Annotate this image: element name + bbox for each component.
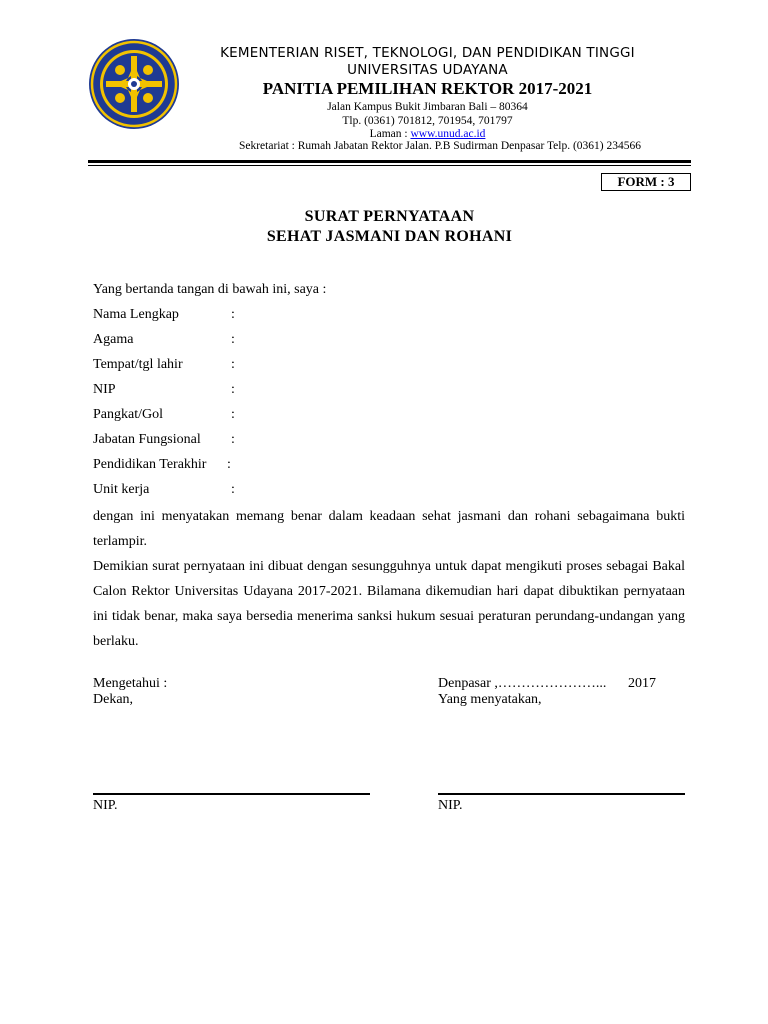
field-colon: : (231, 332, 235, 347)
signature-year: 2017 (628, 676, 656, 691)
document-title: SURAT PERNYATAAN (304, 208, 475, 225)
field-label-work-unit: Unit kerja (93, 482, 150, 497)
declarant-signature-line (438, 793, 685, 795)
field-colon: : (231, 357, 235, 372)
address: Jalan Kampus Bukit Jimbaran Bali – 80364 (327, 101, 528, 113)
acknowledged-label: Mengetahui : (93, 676, 168, 691)
field-label-religion: Agama (93, 332, 134, 347)
field-colon: : (231, 382, 235, 397)
header-divider-thick (88, 160, 691, 163)
field-label-birth: Tempat/tgl lahir (93, 357, 183, 372)
statement-paragraph: dengan ini menyatakan memang benar dalam keadaan sehat jasmani dan rohani sebagaimana bukti terlampir. (93, 509, 685, 549)
field-label-functional-position: Jabatan Fungsional (93, 432, 201, 447)
document-subtitle: SEHAT JASMANI DAN ROHANI (266, 228, 513, 245)
ministry-name: KEMENTERIAN RISET, TEKNOLOGI, DAN PENDIDIKAN TINGGI (220, 45, 635, 61)
field-colon: : (231, 307, 235, 322)
closing-paragraph: Demikian surat pernyataan ini dibuat dengan sesungguhnya untuk dapat mengikuti proses sebagai Bakal Calon Rektor Universitas Udayana 2017-2021. Bilamana dikemudian hari dapat dibuktikan pernyataan ini tidak benar, maka saya bersedia menerima sanksi hukum sesuai peraturan perundang-undangan yang berlaku. (93, 559, 685, 649)
declarant-nip-label: NIP. (438, 798, 463, 813)
dean-nip-label: NIP. (93, 798, 118, 813)
university-name: UNIVERSITAS UDAYANA (347, 62, 508, 78)
website-line (190, 128, 665, 140)
field-colon: : (231, 482, 235, 497)
secretariat-info: Sekretariat : Rumah Jabatan Rektor Jalan. P.B Sudirman Denpasar Telp. (0361) 234566 (238, 140, 642, 152)
header-divider-thin (88, 165, 691, 166)
university-logo (88, 38, 180, 130)
declarant-label: Yang menyatakan, (438, 692, 542, 707)
field-label-full-name: Nama Lengkap (93, 307, 179, 322)
dean-label: Dekan, (93, 692, 134, 707)
field-label-nip: NIP (93, 382, 116, 397)
dean-signature-line (93, 793, 370, 795)
field-colon: : (231, 407, 235, 422)
field-label-education: Pendidikan Terakhir (93, 457, 207, 472)
form-number-badge: FORM : 3 (601, 173, 691, 191)
committee-name: PANITIA PEMILIHAN REKTOR 2017-2021 (262, 79, 593, 98)
place-date: Denpasar ,…………………... (438, 676, 607, 691)
intro-text: Yang bertanda tangan di bawah ini, saya : (93, 282, 327, 297)
website-label: Laman : (369, 128, 411, 140)
field-colon: : (227, 457, 231, 472)
website-link[interactable]: www.unud.ac.id (410, 128, 486, 140)
field-label-rank: Pangkat/Gol (93, 407, 163, 422)
field-colon: : (231, 432, 235, 447)
phone-numbers: Tlp. (0361) 701812, 701954, 701797 (342, 115, 513, 127)
